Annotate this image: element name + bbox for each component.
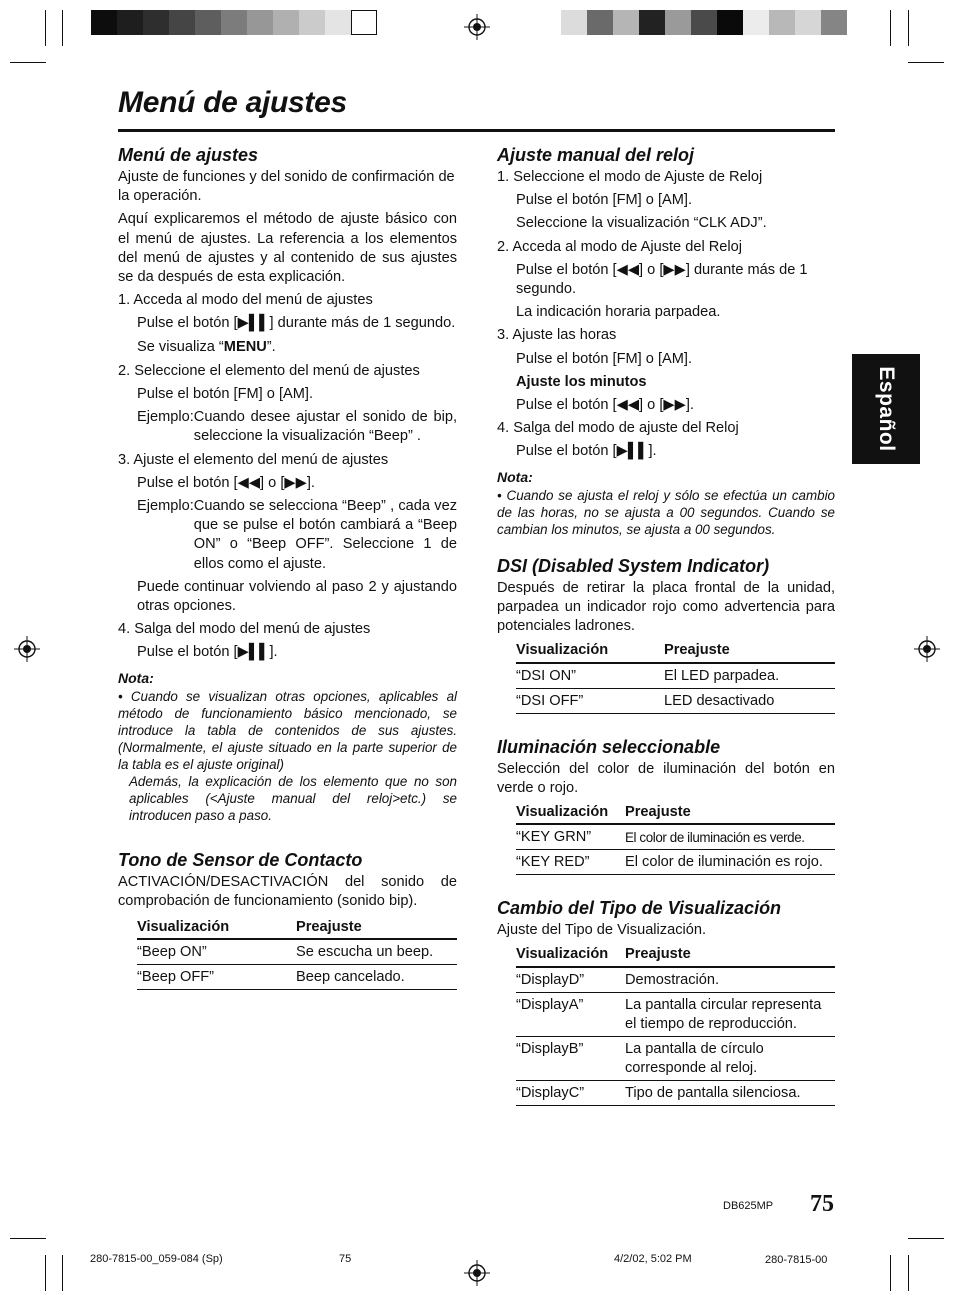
- step-detail: La indicación horaria parpadea.: [516, 304, 721, 321]
- section-heading: DSI (Disabled System Indicator): [497, 555, 770, 576]
- table-cell: La pantalla circular representa el tiempo de reproducción.: [625, 992, 835, 1036]
- example-label: Ejemplo:: [137, 498, 194, 515]
- crop-mark: [908, 62, 944, 63]
- text: Se visualiza “: [137, 338, 224, 355]
- crop-mark: [10, 62, 46, 63]
- table-header: Visualización: [137, 916, 296, 939]
- color-swatch: [117, 10, 143, 35]
- table-cell: Beep cancelado.: [296, 965, 457, 990]
- step-detail: Pulse el botón [◀◀] o [▶▶].: [516, 397, 694, 414]
- color-swatch: [587, 10, 613, 35]
- table-cell: “DisplayD”: [516, 967, 625, 993]
- step: 2. Acceda al modo de Ajuste del Reloj: [497, 238, 743, 255]
- step-detail: Pulse el botón [▶▌▌].: [137, 644, 278, 661]
- step-detail: Pulse el botón [FM] o [AM].: [516, 192, 693, 209]
- crop-mark: [45, 1255, 46, 1291]
- example: [118, 497, 457, 574]
- step: 3. Ajuste el elemento del menú de ajustes: [118, 451, 389, 468]
- color-swatch: [795, 10, 821, 35]
- table-row: [516, 1080, 835, 1105]
- table-cell: “DisplayC”: [516, 1080, 625, 1105]
- table-cell: “KEY RED”: [516, 850, 625, 875]
- color-swatch: [561, 10, 587, 35]
- table-cell: “DisplayB”: [516, 1036, 625, 1080]
- section-heading: Tono de Sensor de Contacto: [118, 849, 363, 870]
- registration-mark-icon: [914, 636, 940, 662]
- file-name: 280-7815-00_059-084 (Sp): [90, 1253, 223, 1265]
- left-column: [118, 144, 457, 990]
- table-header: Visualización: [516, 801, 625, 824]
- center-page-number: 75: [339, 1253, 352, 1265]
- table-row: [516, 992, 835, 1036]
- document-code: 280-7815-00: [765, 1254, 828, 1266]
- color-swatch: [325, 10, 351, 35]
- step: 2. Seleccione el elemento del menú de ajustes: [118, 362, 420, 379]
- color-swatch: [769, 10, 795, 35]
- table-cell: “Beep ON”: [137, 939, 296, 965]
- crop-mark: [908, 10, 909, 46]
- color-swatch: [299, 10, 325, 35]
- page-number: 75: [810, 1191, 834, 1217]
- color-swatch: [195, 10, 221, 35]
- crop-mark: [890, 1255, 891, 1291]
- color-swatch: [665, 10, 691, 35]
- crop-mark: [10, 1238, 46, 1239]
- table-cell: El color de iluminación es rojo.: [625, 850, 835, 875]
- section-heading: Cambio del Tipo de Visualización: [497, 898, 782, 919]
- crop-mark: [890, 10, 891, 46]
- color-swatch: [717, 10, 743, 35]
- table-header: Visualización: [516, 639, 664, 662]
- table-cell: Se escucha un beep.: [296, 939, 457, 965]
- step-detail: Pulse el botón [▶▌▌].: [516, 443, 657, 460]
- settings-table: [516, 801, 835, 875]
- table-cell: La pantalla de círculo corresponde al reloj.: [625, 1036, 835, 1080]
- paragraph: Ajuste del Tipo de Visualización.: [497, 922, 707, 939]
- settings-table: [137, 916, 457, 990]
- step-detail: Pulse el botón [FM] o [AM].: [137, 386, 314, 403]
- table-header: Visualización: [516, 943, 625, 966]
- color-swatch: [143, 10, 169, 35]
- note-heading: Nota:: [118, 669, 154, 686]
- settings-table: [516, 639, 835, 713]
- section-heading: Ajuste manual del reloj: [497, 145, 695, 165]
- paragraph: ACTIVACIÓN/DESACTIVACIÓN del sonido de comprobación de funcionamiento (sonido bip).: [118, 873, 457, 910]
- table-row: [516, 850, 835, 875]
- color-swatch: [351, 10, 377, 35]
- table-row: [516, 688, 835, 713]
- step: 4. Salga del modo del menú de ajustes: [118, 621, 371, 638]
- step-detail: Pulse el botón [FM] o [AM].: [516, 350, 693, 367]
- crop-mark: [45, 10, 46, 46]
- crop-mark: [908, 1238, 944, 1239]
- note-text: • Cuando se ajusta el reloj y sólo se efectúa un cambio de las horas, no se ajusta a 00 segundos. Cuando se cambian los minutos, se ajusta a 00 segundos.: [497, 487, 835, 537]
- example: [118, 408, 457, 446]
- color-swatch: [743, 10, 769, 35]
- example-text: Cuando desee ajustar el sonido de bip, seleccione la visualización “Beep” .: [193, 409, 457, 445]
- step-detail: Pulse el botón [◀◀] o [▶▶].: [137, 474, 315, 491]
- step-detail: [118, 338, 457, 357]
- table-cell: Tipo de pantalla silenciosa.: [625, 1080, 835, 1105]
- color-swatch: [691, 10, 717, 35]
- table-header: Preajuste: [664, 639, 835, 662]
- language-tab-label: Español: [875, 366, 898, 452]
- step-detail: Pulse el botón [▶▌▌] durante más de 1 segundo.: [137, 315, 456, 332]
- crop-mark: [62, 10, 63, 46]
- color-swatch: [821, 10, 847, 35]
- table-row: [516, 967, 835, 993]
- language-tab: [852, 354, 920, 464]
- step: 4. Salga del modo de ajuste del Reloj: [497, 420, 739, 437]
- paragraph: Después de retirar la placa frontal de la unidad, parpadea un indicador rojo como advertencia para potenciales ladrones.: [497, 579, 835, 635]
- note-text: Además, la explicación de los elemento que no son aplicables (<Ajuste manual del reloj>etc.) se introducen paso a paso.: [129, 773, 457, 823]
- registration-mark-icon: [464, 1260, 490, 1286]
- color-swatch: [273, 10, 299, 35]
- table-cell: Demostración.: [625, 967, 835, 993]
- paragraph: Selección del color de iluminación del botón en verde o rojo.: [497, 760, 835, 796]
- example-label: Ejemplo:: [137, 409, 194, 426]
- table-cell: El color de iluminación es verde.: [625, 824, 835, 850]
- registration-mark-icon: [14, 636, 40, 662]
- table-cell: LED desactivado: [664, 688, 835, 713]
- page-title: Menú de ajustes: [118, 86, 347, 119]
- color-swatch: [247, 10, 273, 35]
- table-cell: El LED parpadea.: [664, 663, 835, 689]
- crop-mark: [62, 1255, 63, 1291]
- table-row: [516, 1036, 835, 1080]
- note-text: • Cuando se visualizan otras opciones, aplicables al método de funcionamiento básico mencionado, se introduce la tabla de contenidos de sus ajustes. (Normalmente, el ajuste situado en la parte superior de la tabla es el ajuste original): [118, 688, 457, 772]
- color-swatch: [169, 10, 195, 35]
- table-header: Preajuste: [296, 916, 457, 939]
- table-cell: “DisplayA”: [516, 992, 625, 1036]
- step: 3. Ajuste las horas: [497, 327, 617, 344]
- step-detail: Seleccione la visualización “CLK ADJ”.: [516, 215, 767, 232]
- title-rule: [118, 129, 835, 132]
- color-swatch: [639, 10, 665, 35]
- table-row: [137, 965, 457, 990]
- crop-mark: [908, 1255, 909, 1291]
- color-swatch: [221, 10, 247, 35]
- color-swatch: [613, 10, 639, 35]
- section-heading: Iluminación seleccionable: [497, 736, 721, 757]
- section-heading: Menú de ajustes: [118, 145, 259, 165]
- table-header: Preajuste: [625, 943, 835, 966]
- step: 1. Acceda al modo del menú de ajustes: [118, 292, 373, 309]
- table-cell: “DSI ON”: [516, 663, 664, 689]
- note-heading: Nota:: [497, 468, 533, 485]
- table-row: [516, 824, 835, 850]
- table-cell: “KEY GRN”: [516, 824, 625, 850]
- table-row: [516, 663, 835, 689]
- right-column: [497, 144, 835, 1106]
- text: ”.: [266, 338, 276, 355]
- print-date: 4/2/02, 5:02 PM: [614, 1253, 692, 1265]
- model-code: DB625MP: [723, 1200, 774, 1212]
- paragraph: Ajuste de funciones y del sonido de confirmación de la operación.: [118, 169, 455, 205]
- table-cell: “Beep OFF”: [137, 965, 296, 990]
- color-swatch: [91, 10, 117, 35]
- example-text: Cuando se selecciona “Beep” , cada vez que se pulse el botón cambiará a “Beep ON” o “Beep OFF”. Seleccione 1 de ellos como el ajuste.: [193, 498, 457, 572]
- step: 1. Seleccione el modo de Ajuste de Reloj: [497, 169, 763, 185]
- display-text: MENU: [223, 338, 267, 355]
- table-row: [137, 939, 457, 965]
- table-header: Preajuste: [625, 801, 835, 824]
- step-subheading: Ajuste los minutos: [516, 373, 647, 390]
- table-cell: “DSI OFF”: [516, 688, 664, 713]
- step-detail: Pulse el botón [◀◀] o [▶▶] durante más de 1 segundo.: [516, 261, 808, 298]
- registration-mark-icon: [464, 14, 490, 40]
- settings-table: [516, 943, 835, 1105]
- step-detail: Puede continuar volviendo al paso 2 y ajustando otras opciones.: [137, 578, 457, 615]
- paragraph: Aquí explicaremos el método de ajuste básico con el menú de ajustes. La referencia a los elementos del menú de ajustes y al contenido de sus ajustes se da después de esta explicación.: [118, 211, 457, 286]
